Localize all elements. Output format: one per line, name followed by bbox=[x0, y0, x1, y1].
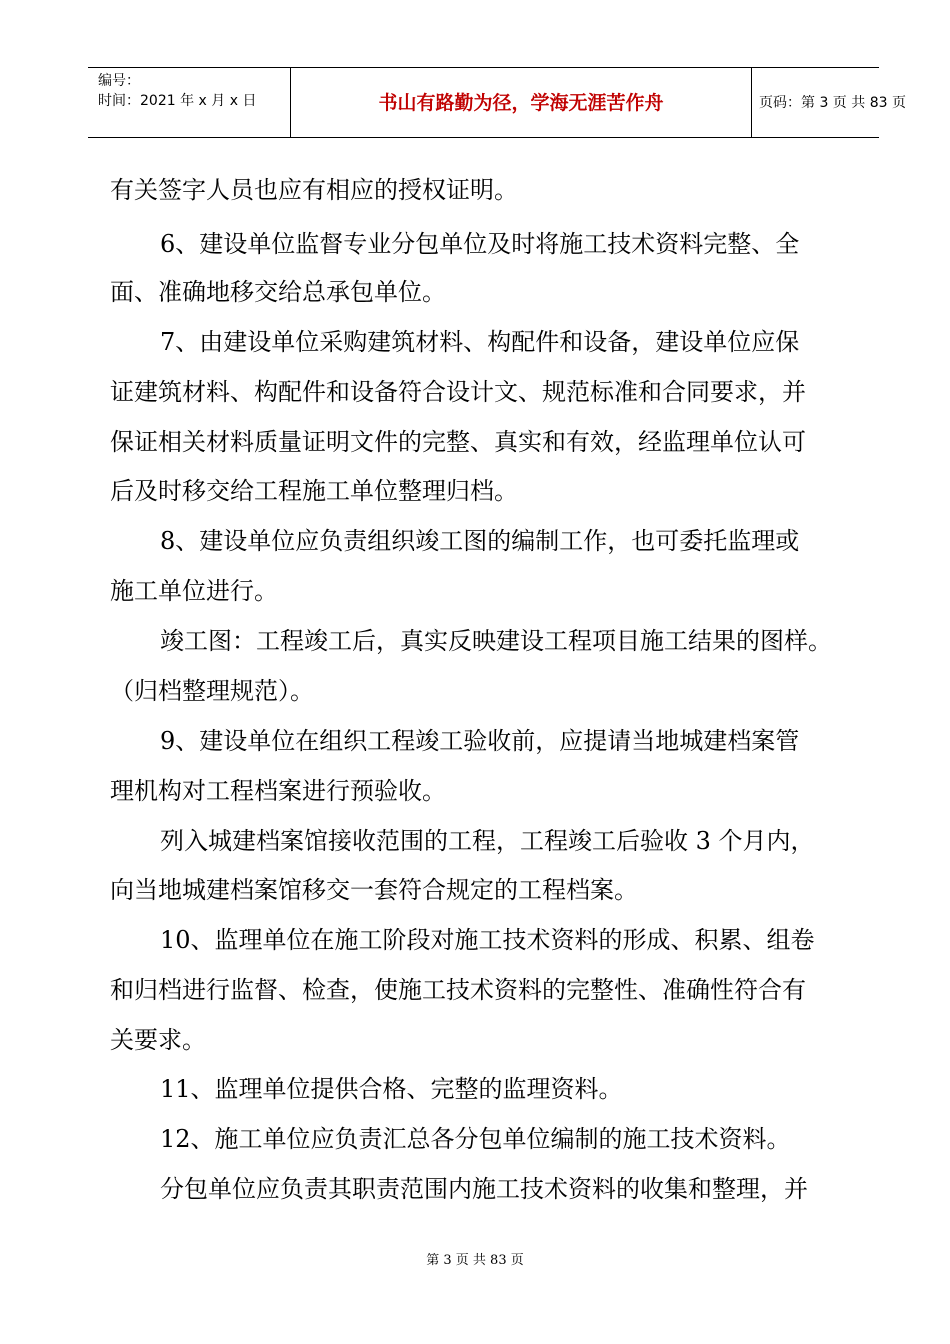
body-line: 10、监理单位在施工阶段对施工技术资料的形成、积累、组卷 bbox=[160, 926, 815, 954]
body-line: 7、由建设单位采购建筑材料、构配件和设备，建设单位应保 bbox=[160, 328, 800, 356]
body-line: 12、施工单位应负责汇总各分包单位编制的施工技术资料。 bbox=[160, 1125, 791, 1153]
body-line: 证建筑材料、构配件和设备符合设计文、规范标准和合同要求，并 bbox=[110, 378, 806, 406]
document-header bbox=[88, 67, 906, 138]
body-line: 6、建设单位监督专业分包单位及时将施工技术资料完整、全 bbox=[160, 230, 800, 258]
body-line: 分包单位应负责其职责范围内施工技术资料的收集和整理，并 bbox=[160, 1175, 808, 1203]
page-footer: 第 3 页 共 83 页 bbox=[426, 1253, 524, 1268]
body-line: 向当地城建档案馆移交一套符合规定的工程档案。 bbox=[110, 876, 638, 904]
body-line: 9、建设单位在组织工程竣工验收前，应提请当地城建档案管 bbox=[160, 727, 800, 755]
header-motto-cell bbox=[290, 68, 752, 137]
document-time-label: 时间：2021 年 x 月 x 日 bbox=[98, 93, 257, 109]
body-line: 理机构对工程档案进行预验收。 bbox=[110, 777, 446, 805]
body-line: 和归档进行监督、检查，使施工技术资料的完整性、准确性符合有 bbox=[110, 976, 806, 1004]
body-line: 列入城建档案馆接收范围的工程，工程竣工后验收 3 个月内， bbox=[160, 827, 815, 855]
body-line: 11、监理单位提供合格、完整的监理资料。 bbox=[160, 1075, 623, 1103]
body-line: 关要求。 bbox=[110, 1026, 206, 1054]
header-page-info: 页码：第 3 页 共 83 页 bbox=[759, 95, 906, 111]
document-number-label: 编号： bbox=[98, 73, 140, 89]
header-info-cell bbox=[88, 68, 290, 137]
body-line: 有关签字人员也应有相应的授权证明。 bbox=[110, 176, 518, 204]
body-line: 竣工图：工程竣工后，真实反映建设工程项目施工结果的图样。 bbox=[160, 627, 832, 655]
body-line: 面、准确地移交给总承包单位。 bbox=[110, 278, 446, 306]
body-line: 8、建设单位应负责组织竣工图的编制工作，也可委托监理或 bbox=[160, 527, 800, 555]
body-line: 保证相关材料质量证明文件的完整、真实和有效，经监理单位认可 bbox=[110, 428, 806, 456]
body-line: 后及时移交给工程施工单位整理归档。 bbox=[110, 477, 518, 505]
header-motto: 书山有路勤为径，学海无涯苦作舟 bbox=[378, 92, 664, 114]
body-line: （归档整理规范）。 bbox=[110, 677, 314, 705]
body-line: 施工单位进行。 bbox=[110, 577, 278, 605]
header-page-cell bbox=[751, 68, 906, 137]
